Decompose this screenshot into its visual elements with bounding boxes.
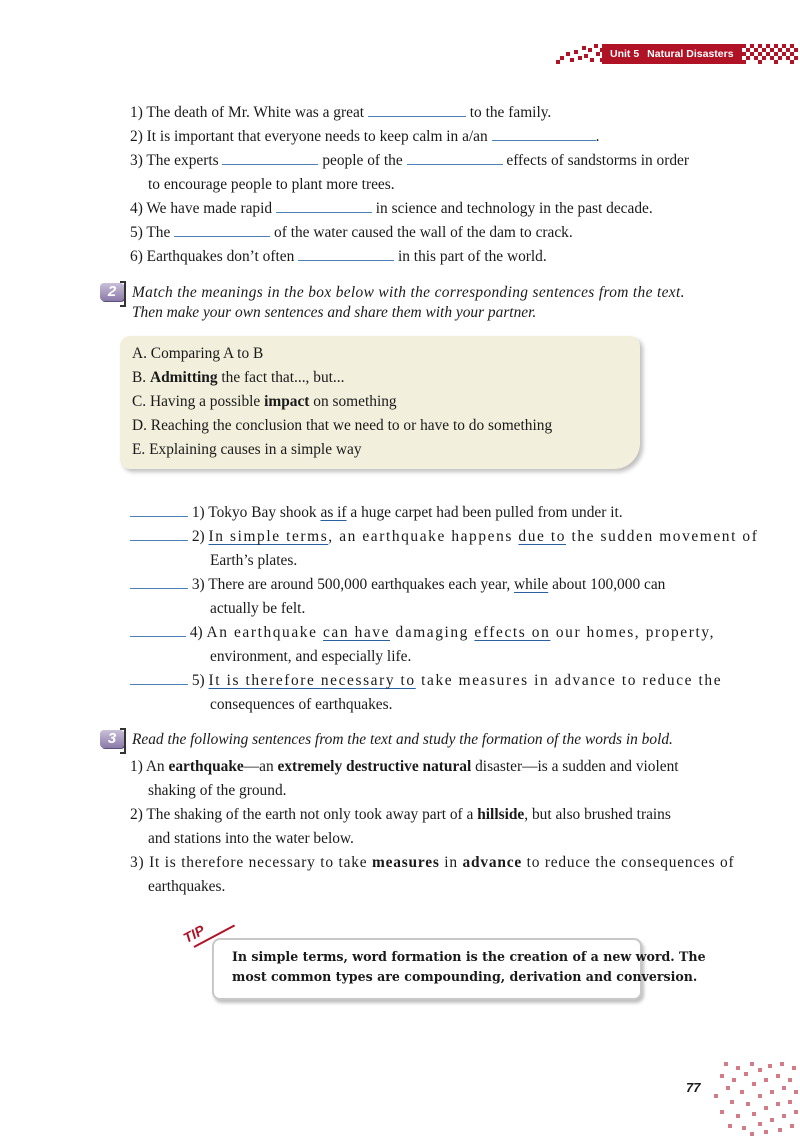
meaning-item-b: B. Admitting the fact that..., but... xyxy=(132,369,345,386)
tip-line-1: In simple terms, word formation is the creation of a new word. The xyxy=(232,949,706,964)
answer-blank[interactable] xyxy=(130,502,188,517)
exercise2-instruction-line2: Then make your own sentences and share them with your partner. xyxy=(132,304,537,321)
badge-bracket xyxy=(120,728,126,754)
corner-pixel-decoration xyxy=(700,1060,800,1138)
matching-sentence-4-cont: environment, and especially life. xyxy=(210,648,412,665)
badge-bracket xyxy=(120,281,126,307)
bold-sentence-3: 3) It is therefore necessary to take measures in advance to reduce the consequences of xyxy=(130,854,735,871)
bold-sentence-1-cont: shaking of the ground. xyxy=(148,782,287,799)
answer-blank[interactable] xyxy=(368,102,466,117)
exercise1-item-3-cont: to encourage people to plant more trees. xyxy=(148,176,395,193)
tip-label: TIP xyxy=(180,921,208,946)
matching-sentence-2: 2) In simple terms, an earthquake happens due to the sudden movement of xyxy=(130,526,758,548)
exercise1-item-6: 6) Earthquakes don’t often in this part of the world. xyxy=(130,248,547,265)
bold-sentence-2-cont: and stations into the water below. xyxy=(148,830,354,847)
tip-line-2: most common types are compounding, derivation and conversion. xyxy=(232,969,698,984)
exercise1-item-5: 5) The of the water caused the wall of the dam to crack. xyxy=(130,224,573,241)
meaning-item-a: A. Comparing A to B xyxy=(132,345,264,362)
header-pixel-decoration-right xyxy=(742,42,800,66)
bold-sentence-3-cont: earthquakes. xyxy=(148,878,226,895)
exercise-number-badge: 2 xyxy=(100,283,124,301)
answer-blank[interactable] xyxy=(276,198,372,213)
unit-number: Unit 5 xyxy=(610,48,640,60)
answer-blank[interactable] xyxy=(130,622,186,637)
exercise3-instruction: Read the following sentences from the text and study the formation of the words in bold. xyxy=(132,731,673,748)
matching-sentence-5: 5) It is therefore necessary to take measures in advance to reduce the xyxy=(130,670,722,692)
exercise1-item-3: 3) The experts people of the effects of sandstorms in order xyxy=(130,152,690,169)
meaning-item-c: C. Having a possible impact on something xyxy=(132,393,397,410)
page-number: 77 xyxy=(686,1080,701,1095)
unit-header-band xyxy=(602,44,742,64)
exercise2-instruction-line1: Match the meanings in the box below with the corresponding sentences from the text. xyxy=(132,284,685,301)
answer-blank[interactable] xyxy=(222,150,318,165)
matching-sentence-5-cont: consequences of earthquakes. xyxy=(210,696,393,713)
unit-title: Natural Disasters xyxy=(647,48,734,60)
exercise1-item-1: 1) The death of Mr. White was a great to the family. xyxy=(130,104,552,121)
answer-blank[interactable] xyxy=(130,526,188,541)
meanings-box xyxy=(120,336,640,469)
meaning-item-e: E. Explaining causes in a simple way xyxy=(132,441,362,458)
matching-sentence-1: 1) Tokyo Bay shook as if a huge carpet had been pulled from under it. xyxy=(130,502,623,524)
bold-sentence-2: 2) The shaking of the earth not only took away part of a hillside, but also brushed trains xyxy=(130,806,671,823)
header-pixel-decoration-left xyxy=(556,42,604,66)
matching-sentence-2-cont: Earth’s plates. xyxy=(210,552,298,569)
bold-sentence-1: 1) An earthquake—an extremely destructive natural disaster—is a sudden and violent xyxy=(130,758,679,775)
answer-blank[interactable] xyxy=(492,126,596,141)
answer-blank[interactable] xyxy=(130,574,188,589)
answer-blank[interactable] xyxy=(130,670,188,685)
answer-blank[interactable] xyxy=(174,222,270,237)
matching-sentence-3: 3) There are around 500,000 earthquakes each year, while about 100,000 can xyxy=(130,574,665,596)
exercise1-item-2: 2) It is important that everyone needs to keep calm in a/an . xyxy=(130,128,600,145)
matching-sentence-3-cont: actually be felt. xyxy=(210,600,306,617)
exercise1-item-4: 4) We have made rapid in science and technology in the past decade. xyxy=(130,200,653,217)
tip-box xyxy=(212,938,706,1000)
exercise-number-badge: 3 xyxy=(100,730,124,748)
meaning-item-d: D. Reaching the conclusion that we need to or have to do something xyxy=(132,417,553,434)
answer-blank[interactable] xyxy=(407,150,503,165)
answer-blank[interactable] xyxy=(298,246,394,261)
matching-sentence-4: 4) An earthquake can have damaging effects on our homes, property, xyxy=(130,622,715,644)
